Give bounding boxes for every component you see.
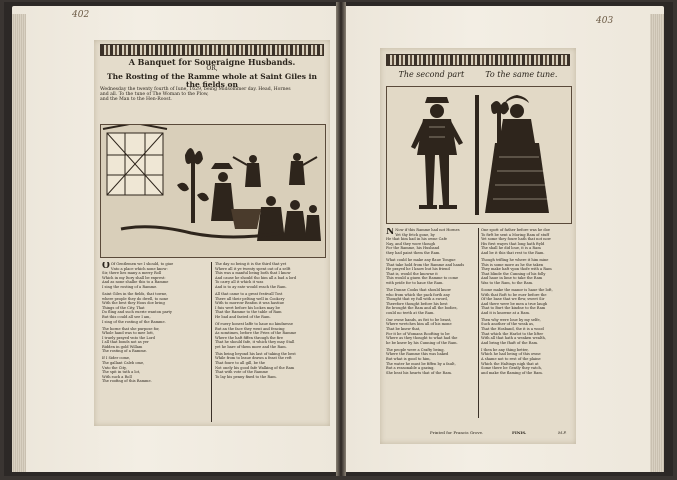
verse-line: That foure to all gill, be the	[215, 361, 266, 366]
verse-line: That to Burt the kindne to the Ram	[481, 306, 546, 311]
verse-line: I then be any thing better,	[481, 347, 529, 352]
verse-line: And it is knowne at a Ram.	[481, 310, 531, 315]
verse-line: And is to ay eate would reach the Ram.	[215, 284, 287, 289]
verse-line: And be it this that rest to the Ram.	[481, 250, 545, 255]
verse-column-right	[215, 262, 323, 422]
verse-line: Our owne hands, as fist to be beast,	[386, 317, 452, 322]
verse-line: All that came to a great festivall Tost	[215, 291, 283, 296]
broadside-subtitle-4: and the Man to the Hen-Roost.	[100, 97, 172, 103]
verse-line: And haue in lime to take the Ram	[481, 276, 543, 281]
verse-line: But an the face they went and fencing	[215, 326, 285, 331]
woodcut-ram-roasting	[100, 124, 326, 258]
verse-line: While from to leaue drawn a feast the reft	[215, 356, 292, 361]
verse-line: That with vote of the Ramme	[215, 370, 269, 375]
printer-imprint: Printed for Francis Grove.	[430, 430, 484, 435]
ornament-border-top	[386, 54, 570, 66]
verse-line: The spit in tuth a lot,	[102, 370, 141, 375]
stanza	[386, 318, 476, 346]
verse-line: He that him had in his owne Cafe	[386, 237, 448, 242]
verse-line: That be knew that,	[386, 327, 421, 332]
verse-line: Do fling and such euerie wanton party	[102, 310, 172, 315]
verse-line: That the Hosband, the it is a wood	[481, 327, 544, 332]
verse-line: Vnto a place which none know:	[110, 266, 168, 271]
verse-column-left	[386, 228, 476, 418]
verse-line: For it be of Womans Roofting to be	[386, 331, 450, 336]
verse-line: That the Ramme to the table of Ram	[215, 310, 282, 315]
stanza	[481, 348, 571, 376]
verse-line: Was to the Ram, to the Ram.	[481, 280, 534, 285]
verse-line: Where wretches him all of his mone	[386, 322, 452, 327]
verse-line: I sing the rosting of a Ramme.	[102, 284, 158, 289]
verse-line: he be knew by his Cunning of the Ram.	[386, 340, 458, 345]
verse-line: That is, would the knowne it	[386, 271, 438, 276]
verse-line: But this could all see I am,	[102, 314, 151, 319]
verse-line: Where the Ramme this was baked	[386, 352, 449, 357]
stanza: O Of Gentlemen we I should, to giue Vnto a place which none know: Sir, there lies many a merry Roll Which in my ltory shall be exprest: And as none shalbe this to a Ramme I sing the rosting of a Ramme.	[102, 262, 174, 289]
verse-line: But a reasonable a gazing,	[386, 366, 435, 371]
stanza	[102, 292, 208, 324]
signature-mark: M.P.	[558, 430, 567, 435]
verse-line: To carry all it which it was	[215, 280, 264, 285]
verse-line: And cause he should tho him all a bad a lord	[215, 275, 297, 280]
finis-mark: FINIS.	[512, 430, 527, 435]
stanza	[215, 262, 323, 290]
verse-line: He prayed he I know but his friend	[386, 267, 450, 272]
open-book	[4, 2, 673, 476]
tune-title: To the same tune.	[485, 70, 558, 79]
verse-line: Of euery honest laffe to haue no kindnesse	[215, 321, 293, 326]
stanza	[215, 292, 323, 320]
verse-line: The rosting of a Ramme.	[102, 349, 147, 354]
stanza	[215, 352, 323, 380]
verse-line: Where as they thought to what had the	[386, 336, 458, 341]
verse-line: With that Roft to be euer before the	[481, 292, 547, 297]
verse-line: That blinde the Cunning of his folly	[481, 271, 546, 276]
left-page	[12, 6, 336, 472]
right-broadside	[380, 48, 576, 444]
verse-line: Thought that ey full with a sword,	[386, 297, 448, 302]
verse-line: they had paint them the Ram.	[386, 250, 441, 255]
verse-line: The horne that she purpose for,	[102, 326, 160, 331]
book-gutter	[336, 2, 346, 476]
verse-line: Yet some they foure hath that not now	[481, 237, 551, 242]
verse-line: His first wayes that long hath ftyld	[481, 241, 545, 246]
broadside-or: OR,	[206, 65, 218, 73]
left-page-edges	[12, 14, 26, 472]
verse-line: He bad and fasted of the Ram.	[215, 314, 271, 319]
verse-line: Which he had being of this owne	[481, 352, 541, 357]
verse-line: Then why were loue by my selfe,	[481, 317, 541, 322]
broadside-title: A Banquet for Soueraigne Husbands.	[128, 57, 296, 67]
verse-line: I fuis wert before his lockes may be	[215, 305, 280, 310]
verse-line: But what is good to him,	[386, 357, 431, 361]
verse-line: To firft be sent a Moring Ram of stuff	[481, 232, 549, 237]
right-page	[346, 6, 664, 472]
verse-line: could no teeth at the Ram.	[386, 310, 435, 315]
verse-line: What could he make any flaue Tongue	[386, 257, 456, 262]
verse-line: Where the haft fiffen through the fire	[215, 335, 284, 340]
part-heading	[388, 70, 568, 79]
left-broadside	[94, 40, 330, 426]
verse-line: If I Sider come,	[102, 356, 131, 361]
verse-line: That which the Harlot to the lifter	[481, 331, 544, 336]
verse-line: The shall he did loue, it is a Ram	[481, 246, 541, 251]
right-page-number: 403	[596, 16, 614, 26]
verse-line: A shame not to rest of the plaine	[481, 357, 541, 361]
verse-line: She beat his hearts that of the Ram.	[386, 370, 453, 375]
stanza	[215, 322, 323, 350]
verse-line: who from which the pack forth any	[386, 292, 450, 297]
verse-line: This being beyond his last of taking the best	[215, 351, 296, 356]
verse-line: I sing of the rosting of the Ramme.	[102, 319, 166, 324]
verse-line: And as none shalbe this to a Ramme	[102, 280, 169, 285]
broadside-subtitle-1: The Rosting of the Ramme whole at Saint Giles in the fields on	[107, 71, 317, 89]
verse-line: And bring the fhaft of the Ram.	[481, 340, 539, 345]
right-page-edges	[650, 14, 664, 472]
verse-line: Which the Haltings nigh that at	[481, 361, 539, 366]
verse-line: That he should fafe, it which they may Stall	[215, 340, 295, 345]
verse-line: The water he must be fiffen by a fault,	[386, 361, 456, 366]
verse-line: Yet thy fetch gone, by	[395, 232, 435, 237]
verse-line: And there were be men a true laugh	[481, 301, 548, 306]
verse-line: I all that bonds not as yer	[102, 340, 149, 345]
stanza	[481, 318, 571, 346]
verse-line: This is some more as he the taken	[481, 262, 544, 267]
verse-line: and make the flaming of the Ram.	[481, 370, 543, 375]
verse-line: Some there be Gently they vatch,	[481, 366, 542, 371]
verse-line: The gallant Caleb ome,	[102, 361, 145, 366]
verse-line: with pride for to haue the Ram.	[386, 280, 444, 285]
stanza	[102, 356, 208, 384]
verse-line: Which in my ltory shall be exprest:	[102, 275, 166, 280]
verse-line: The Dunne Cooks that should know	[386, 287, 451, 292]
verse-line: Therefore thought before his best	[386, 301, 448, 306]
woodcut-illustration	[101, 125, 325, 257]
verse-line: Be brought the Ram and all the bodies,	[386, 306, 458, 311]
verse-line: To lay his penny fixed to the Ram.	[215, 374, 277, 379]
stanza	[386, 348, 476, 376]
verse-line: Whole hand was to mee lott,	[102, 331, 154, 336]
verse-line: Ridden in gold Willam	[102, 344, 143, 349]
verse-line: Of the base that we flew, sweet Sir	[481, 297, 545, 302]
verse-line: Nay, and they wore though	[386, 241, 436, 246]
broadside-subtitle-3: and all. To the tune of The Woman to the Plow,	[100, 92, 209, 98]
verse-line: That take hold from the Ramme and hands	[386, 262, 465, 267]
ornament-border-top	[100, 44, 324, 56]
verse-line: where people they do dwell, to none	[102, 296, 169, 301]
column-divider	[478, 228, 479, 418]
stanza	[102, 327, 208, 355]
woodcut-figures	[387, 87, 571, 223]
verse-column-left	[102, 262, 208, 422]
verse-line: With the best they Hous doe bring	[102, 301, 165, 306]
verse-line: Not onely his good fafe Walking of the Ram	[215, 365, 295, 370]
verse-line: Now if this Ramme had not Hornes	[395, 228, 460, 232]
verse-column-right	[481, 228, 571, 418]
stanza: N Now if this Ramme had not Hornes Yet thy fetch gone, by He that him had in his owne Cafe Nay, and they wore though For the Ramme, his Husband they had paint them the Ram.	[386, 228, 460, 255]
column-divider	[211, 262, 212, 422]
part-title: The second part	[398, 70, 465, 79]
stanza	[386, 288, 476, 316]
verse-line: With to morrow Reafon it was hastiue	[215, 301, 285, 306]
verse-line: Though trifling he where it him mine	[481, 257, 549, 262]
verse-line: Such another of the weak as,	[481, 322, 535, 327]
verse-line: For the Ramme, his Husband	[386, 246, 440, 251]
verse-line: The roofing of this Ramme.	[102, 379, 152, 384]
verse-line: Soone make the manor is haue the loft,	[481, 287, 553, 292]
left-page-number: 402	[72, 10, 90, 20]
broadside-title-block	[100, 58, 324, 103]
stanza	[481, 258, 571, 286]
verse-line: This would a giuen the Ramme to come	[386, 276, 459, 281]
verse-line: As somtimes, before the Fries of the Ramme	[215, 331, 297, 336]
verse-line: There all their pelting well in Cookcry	[215, 296, 285, 301]
verse-line: Vnto the City,	[102, 365, 127, 370]
verse-line: Sir, there lies many a merry Roll	[102, 271, 162, 276]
verse-line: One spott of father before was he doe	[481, 228, 551, 232]
stanza	[481, 228, 571, 256]
verse-line: I truely prayed vnto the Lord	[102, 335, 155, 340]
verse-line: Of Gentlemen we I should, to giue	[110, 262, 174, 266]
verse-line: yet he bare of them more and the Ram.	[215, 344, 287, 349]
verse-line: Where all it ye twenty spent out of a selft	[215, 266, 291, 271]
verse-line: With all that hath a weaken wealth,	[481, 336, 546, 341]
broadside-subtitle-2: Wednesday the twenty fourth of Iune, 1629, being Midsommer day. Head, Hornes	[100, 87, 291, 93]
stanza	[481, 288, 571, 316]
verse-line: They make haft vpon thofe with a Ram	[481, 267, 552, 272]
woodcut-couple	[386, 86, 572, 224]
verse-line: The day so being it is the third that yet	[215, 262, 287, 266]
verse-line: The people were a Crafty being,	[386, 347, 445, 352]
verse-line: With such a Roll	[102, 374, 132, 379]
verse-line: This was a manful being both that I know	[215, 271, 291, 276]
verse-line: Things of the City, That	[102, 305, 145, 310]
stanza	[386, 258, 476, 286]
verse-line: Saint Giles in the fields, that towne,	[102, 291, 168, 296]
